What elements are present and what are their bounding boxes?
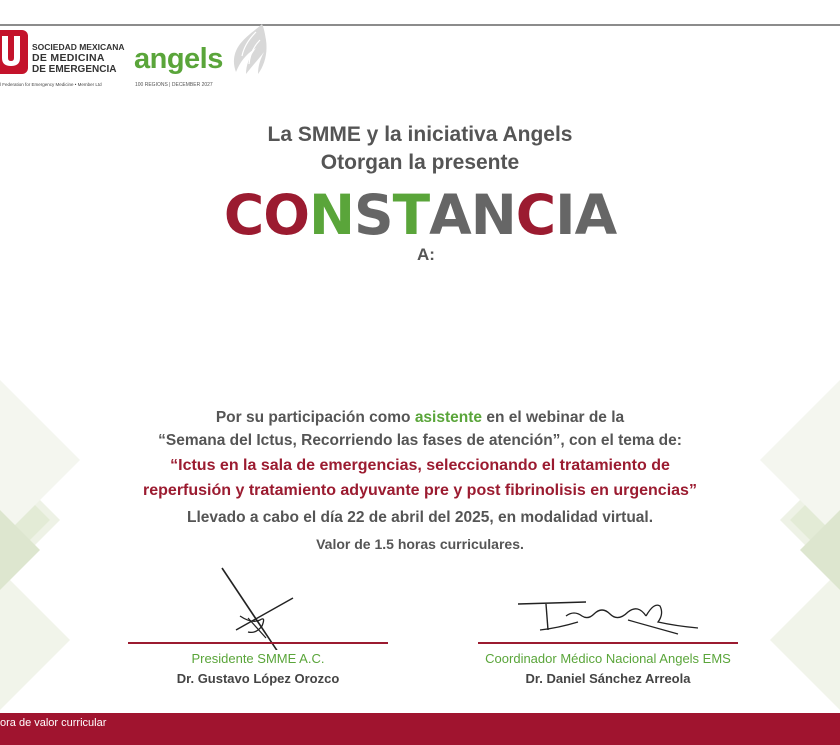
footer-text: ora de valor curricular xyxy=(0,717,107,729)
role-highlight: asistente xyxy=(414,409,483,426)
smme-line2: DE MEDICINA xyxy=(32,52,105,64)
signature-left xyxy=(128,560,388,650)
date-line: Llevado a cabo el día 22 de abril del 2025, en modalidad virtual. xyxy=(186,509,654,526)
title-letter: A xyxy=(574,183,617,247)
heading-line1: La SMME y la iniciativa Angels xyxy=(267,123,573,146)
title-letter: I xyxy=(555,183,575,247)
top-rule xyxy=(0,24,840,26)
signer-name-right: Dr. Daniel Sánchez Arreola xyxy=(525,671,691,686)
wing-icon xyxy=(226,22,268,82)
signer-title-left: Presidente SMME A.C. xyxy=(191,651,325,666)
topic-line1: “Ictus en la sala de emergencias, seleccionando el tratamiento de xyxy=(170,457,670,474)
title-letter: T xyxy=(392,183,430,247)
body-line1-pre: Por su participación como xyxy=(215,409,415,426)
recipient-label: A: xyxy=(417,245,435,264)
smme-name xyxy=(32,42,125,75)
heading-line2: Otorgan la presente xyxy=(320,151,520,174)
body-line1-post: en el webinar de la xyxy=(482,409,625,426)
angels-wordmark: angels xyxy=(134,43,223,75)
body-line2: “Semana del Ictus, Recorriendo las fases de atención”, con el tema de: xyxy=(158,432,682,449)
smme-u-icon xyxy=(0,30,28,74)
signature-line-right xyxy=(478,642,738,644)
title-letter: N xyxy=(308,183,354,247)
smme-line1: SOCIEDAD MEXICANA xyxy=(32,42,125,52)
signer-name-left: Dr. Gustavo López Orozco xyxy=(176,671,340,686)
signer-title-right: Coordinador Médico Nacional Angels EMS xyxy=(485,651,731,666)
hours-line: Valor de 1.5 horas curriculares. xyxy=(316,536,524,552)
body-line1 xyxy=(0,409,840,427)
signature-block-left xyxy=(128,560,388,690)
topic-line2: reperfusión y tratamiento adyuvante pre y post fibrinolisis en urgencias” xyxy=(143,482,697,499)
title-letter: O xyxy=(263,183,309,247)
title-letter: A xyxy=(429,183,471,247)
title-letter: C xyxy=(515,183,556,247)
certificate-title xyxy=(0,183,840,247)
smme-federation-text: l Federation for Emergency Medicine • Member Ltd xyxy=(0,82,102,87)
footer-bar xyxy=(0,713,840,745)
title-letter: N xyxy=(470,183,516,247)
angels-logo xyxy=(134,22,274,94)
signature-line-left xyxy=(128,642,388,644)
smme-logo xyxy=(0,30,125,90)
title-letter: C xyxy=(223,183,264,247)
smme-line3: DE EMERGENCIA xyxy=(32,64,117,75)
title-letter: S xyxy=(353,183,393,247)
signature-right xyxy=(478,560,738,650)
signature-block-right xyxy=(478,560,738,690)
angels-tagline: 100 REGIONS | DECEMBER 2027 xyxy=(135,82,213,88)
